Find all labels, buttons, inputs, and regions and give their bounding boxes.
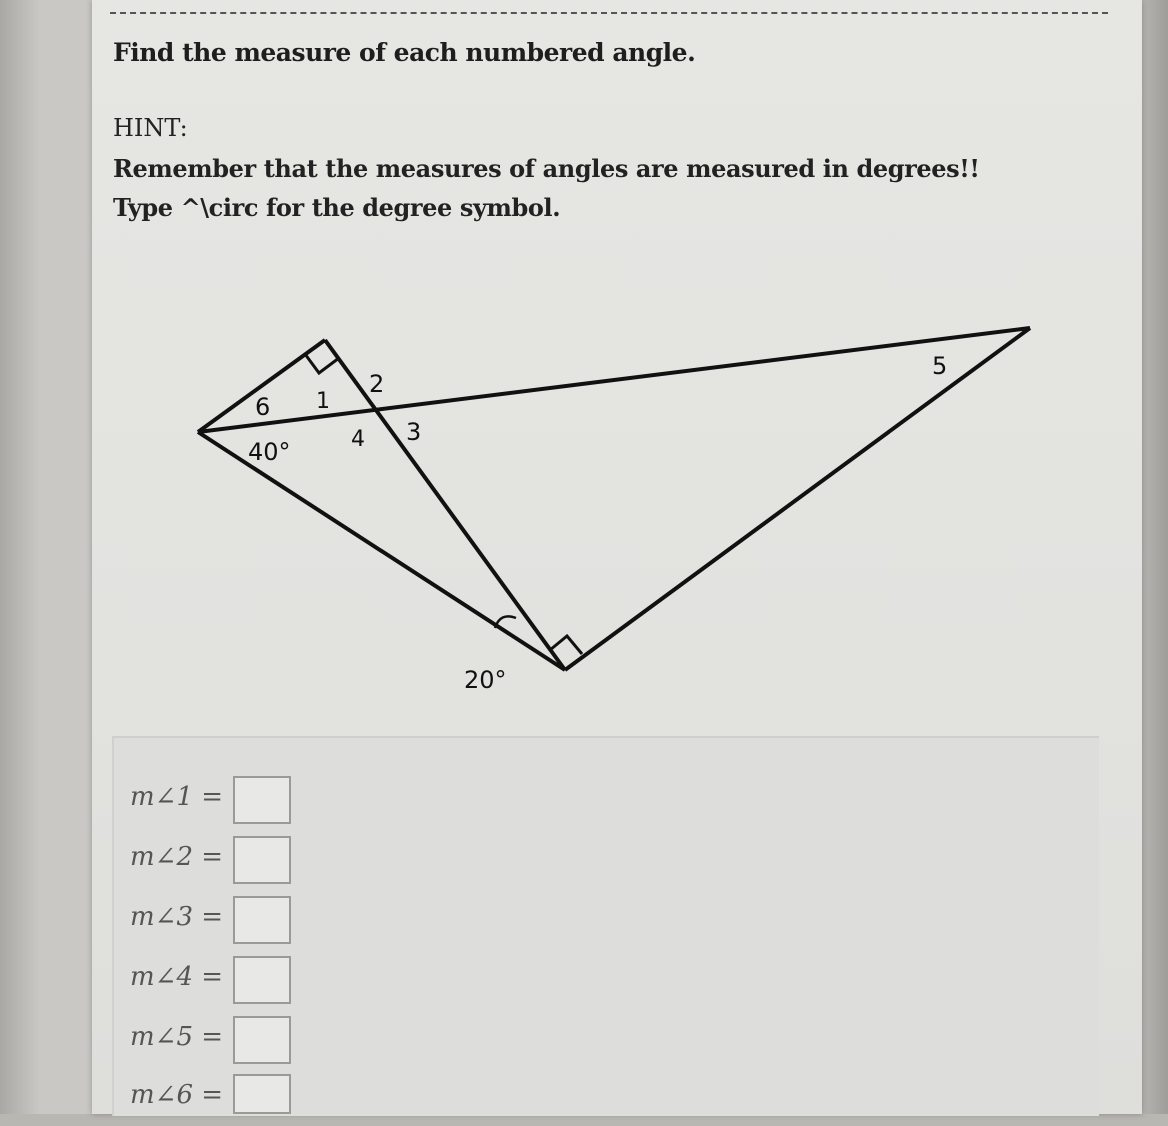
hint-line-2: Type ^\circ for the degree symbol.	[113, 193, 561, 222]
answer-input-angle-2[interactable]	[233, 836, 291, 884]
line-left-to-bottom	[198, 432, 565, 670]
angle-label-1: 1	[316, 389, 330, 414]
right-angle-marker-top	[305, 354, 339, 373]
answer-input-angle-3[interactable]	[233, 896, 291, 944]
answer-input-angle-6[interactable]	[233, 1074, 291, 1114]
answer-label-angle-5: m∠5 =	[130, 1022, 224, 1052]
angle-label-3: 3	[406, 418, 422, 446]
answer-input-angle-1[interactable]	[233, 776, 291, 824]
answer-row-angle-6	[130, 1074, 330, 1126]
angle-label-40: 40°	[248, 438, 291, 466]
answer-row-angle-5	[130, 1016, 330, 1068]
answer-input-angle-4[interactable]	[233, 956, 291, 1004]
answer-row-angle-2	[130, 836, 330, 888]
angle-label-20: 20°	[464, 666, 507, 694]
angle-label-5: 5	[932, 352, 948, 380]
geometry-diagram	[150, 300, 1050, 720]
angle-label-2: 2	[369, 370, 385, 398]
answer-label-angle-6: m∠6 =	[130, 1080, 224, 1110]
answer-label-angle-3: m∠3 =	[130, 902, 224, 932]
answer-label-angle-2: m∠2 =	[130, 842, 224, 872]
answer-row-angle-3	[130, 896, 330, 948]
hint-line-1: Remember that the measures of angles are measured in degrees!!	[113, 154, 980, 183]
angle-label-4: 4	[351, 427, 365, 452]
answer-row-angle-1	[130, 776, 330, 828]
answer-row-angle-4	[130, 956, 330, 1008]
hint-title: HINT:	[113, 114, 188, 142]
right-angle-marker-bottom	[550, 636, 582, 654]
answer-label-angle-1: m∠1 =	[130, 782, 224, 812]
answer-input-angle-5[interactable]	[233, 1016, 291, 1064]
answer-label-angle-4: m∠4 =	[130, 962, 224, 992]
top-divider	[110, 12, 1108, 14]
question-text: Find the measure of each numbered angle.	[113, 38, 696, 67]
angle-label-6: 6	[255, 393, 271, 421]
